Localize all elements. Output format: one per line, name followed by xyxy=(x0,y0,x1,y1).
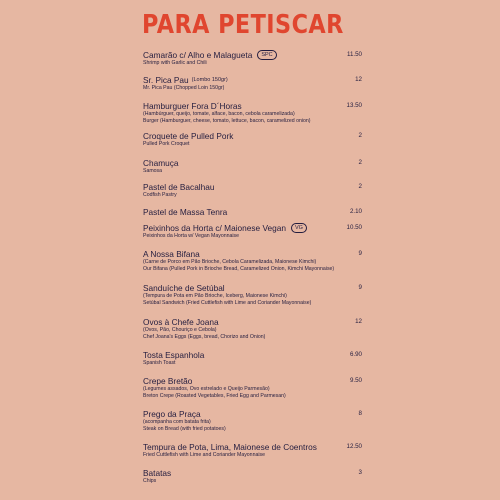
menu-item-name xyxy=(143,182,363,192)
menu-item-name-text: Sr. Pica Pau xyxy=(143,75,189,85)
menu-item-description: (Ovos, Pão, Chouriço e Cebola) xyxy=(143,327,217,333)
menu-item-name-text: Prego da Praça xyxy=(143,409,201,419)
menu-item-price: 9 xyxy=(358,284,362,291)
menu-item-description: (Hambúrguer, queijo, tomate, alface, bacon, cebola caramelizada) xyxy=(143,111,295,117)
menu-item xyxy=(143,376,363,400)
menu-item-name-text: Batatas xyxy=(143,468,172,478)
menu-title: PARA PETISCAR xyxy=(142,10,344,40)
menu-item-price: 8 xyxy=(358,410,362,417)
menu-item-price: 3 xyxy=(358,469,362,476)
menu-item-name-note: (Lombo 150gr) xyxy=(191,77,228,83)
menu-item-description: Pulled Pork Croquet xyxy=(143,141,190,147)
menu-item-price: 6.90 xyxy=(349,351,362,358)
menu-item-name-text: Hamburguer Fora D´Horas xyxy=(143,101,242,111)
menu-item-name xyxy=(143,350,363,360)
menu-item-price: 10.50 xyxy=(346,224,362,231)
menu-item-description: Codfish Pastry xyxy=(143,192,177,198)
menu-item-name-text: Crepe Bretão xyxy=(143,376,193,386)
menu-item-name xyxy=(143,75,363,85)
menu-item-description: Our Bifana (Pulled Pork in Brioche Bread, Caramelized Onion, Kimchi Mayonnaise) xyxy=(143,266,335,272)
menu-item-description: Chef Joana's Eggs (Eggs, bread, Chorizo and Onion) xyxy=(143,334,266,340)
menu-item-name xyxy=(143,283,363,293)
diet-badge: VG xyxy=(291,223,307,233)
menu-item-price: 2 xyxy=(358,159,362,166)
menu-item xyxy=(143,442,363,459)
menu-item xyxy=(143,207,363,217)
menu-item-price: 13.50 xyxy=(346,102,362,109)
menu-item-name xyxy=(143,376,363,386)
menu-item xyxy=(143,223,363,240)
menu-item-price: 11.50 xyxy=(346,51,362,58)
menu-item xyxy=(143,409,363,433)
menu-item-description: Burger (Hamburguer, cheese, tomato, lettuce, bacon, caramelized onion) xyxy=(143,118,311,124)
menu-item-description: (Legumes assados, Ovo estrelado e Queijo Parmesão) xyxy=(143,386,270,392)
menu-item-description: Setúbal Sandwich (Fried Cuttlefish with Lime and Coriander Mayonnaise) xyxy=(143,300,312,306)
menu-item xyxy=(143,468,363,485)
menu-item-description: Peixinhos da Horta w/ Vegan Mayonnaise xyxy=(143,233,240,239)
menu-item xyxy=(143,131,363,148)
diet-badge: SPC xyxy=(257,50,276,60)
menu-item-name xyxy=(143,409,363,419)
menu-item-name-text: Croquete de Pulled Pork xyxy=(143,131,234,141)
menu-item-name xyxy=(143,223,363,233)
menu-item-name xyxy=(143,207,363,217)
menu-item xyxy=(143,249,363,273)
menu-item-name xyxy=(143,317,363,327)
menu-item-description: Mr. Pica Pau (Chopped Loin 150gr) xyxy=(143,85,225,91)
menu-item xyxy=(143,158,363,175)
menu-item xyxy=(143,317,363,341)
menu-item-price: 12 xyxy=(355,318,362,325)
menu-item-name-text: A Nossa Bifana xyxy=(143,249,200,259)
menu-item xyxy=(143,75,363,92)
menu-item-name xyxy=(143,442,363,452)
menu-item-price: 9 xyxy=(358,250,362,257)
menu-item-description: Spanish Toast xyxy=(143,360,176,366)
menu-item-name-text: Ovos à Chefe Joana xyxy=(143,317,219,327)
menu-item-description: (Tempura de Pota em Pão Brioche, Iceberg, Maionese Kimchi) xyxy=(143,293,287,299)
menu-item-description: (acompanha com batata frita) xyxy=(143,419,211,425)
menu-item xyxy=(143,101,363,125)
menu-item-name-text: Tosta Espanhola xyxy=(143,350,205,360)
menu-item-name xyxy=(143,249,363,259)
menu-item-name xyxy=(143,468,363,478)
menu-item-price: 2 xyxy=(358,132,362,139)
menu-item xyxy=(143,50,363,67)
menu-item-description: (Carne de Porco em Pão Brioche, Cebola Caramelizada, Maionese Kimchi) xyxy=(143,259,317,265)
menu-item-price: 9.50 xyxy=(349,377,362,384)
menu-item xyxy=(143,182,363,199)
menu-item-name-text: Peixinhos da Horta c/ Maionese Vegan xyxy=(143,223,286,233)
menu-item-description: Chips xyxy=(143,478,157,484)
menu-item-description: Fried Cuttlefish with Lime and Coriander Mayonnaise xyxy=(143,452,265,458)
menu-item-name xyxy=(143,101,363,111)
menu-item-price: 12 xyxy=(355,76,362,83)
menu-item-name xyxy=(143,50,363,60)
menu-item-name-text: Chamuça xyxy=(143,158,179,168)
menu-item-name xyxy=(143,158,363,168)
menu-item xyxy=(143,350,363,367)
menu-item-name-text: Pastel de Bacalhau xyxy=(143,182,215,192)
menu-item-name-text: Pastel de Massa Tenra xyxy=(143,207,228,217)
menu-item-name-text: Tempura de Pota, Lima, Maionese de Coentros xyxy=(143,442,317,452)
menu-item-price: 12.50 xyxy=(346,443,362,450)
menu-item-description: Steak on Bread (with fried potatoes) xyxy=(143,426,226,432)
menu-item-price: 2 xyxy=(358,183,362,190)
menu-item-description: Breton Crepe (Roasted Vegetables, Fried Egg and Parmesan) xyxy=(143,393,286,399)
menu-item-name xyxy=(143,131,363,141)
menu-item-name-text: Sanduíche de Setúbal xyxy=(143,283,225,293)
menu-item xyxy=(143,283,363,307)
menu-item-description: Samosa xyxy=(143,168,163,174)
menu-item-price: 2.10 xyxy=(349,208,362,215)
menu-item-description: Shrimp with Garlic and Chili xyxy=(143,60,207,66)
menu-item-name-text: Camarão c/ Alho e Malagueta xyxy=(143,50,253,60)
